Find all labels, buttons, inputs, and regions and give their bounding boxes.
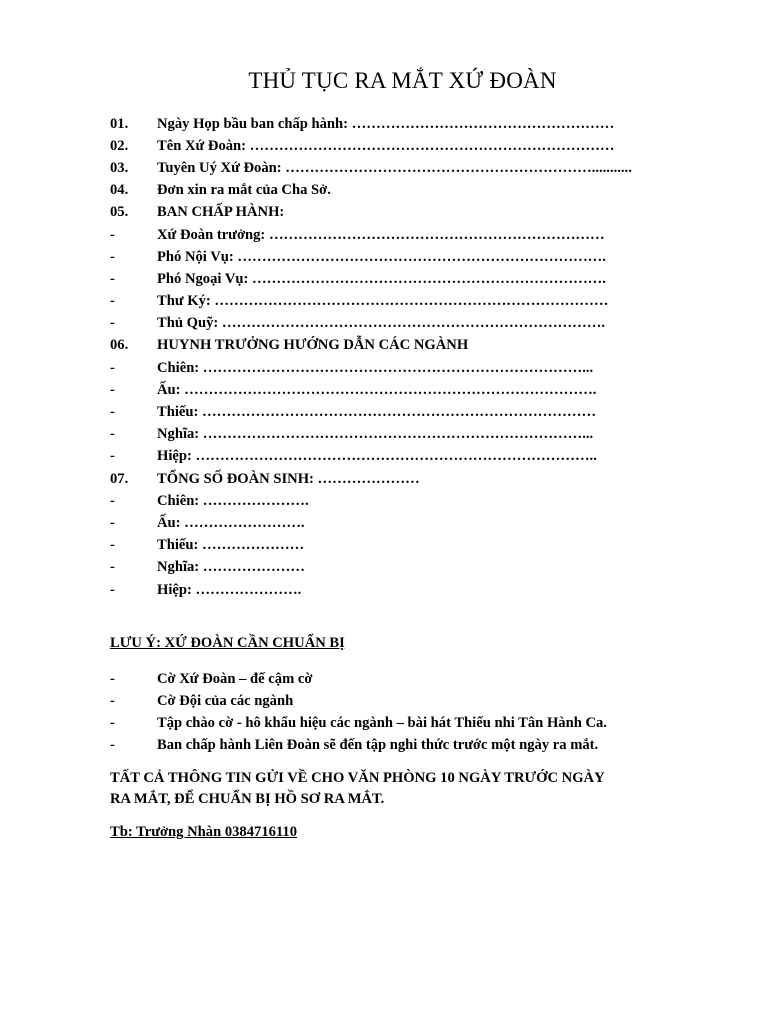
list-item-text: Tuyên Uý Xứ Đoàn: ………………………………………………………........... (157, 159, 632, 176)
list-item-number: 01. (110, 115, 129, 132)
list-item (110, 579, 710, 601)
prep-item-text: Cờ Xứ Đoàn – đế cậm cờ (157, 670, 313, 687)
list-item-text: Ngày Họp bầu ban chấp hành: ……………………………………………… (157, 115, 615, 132)
list-item-text: Phó Ngoại Vụ: ………………………………………………………………. (157, 270, 606, 287)
list-item-text: Ấu: …………………………………………………………………………. (157, 381, 597, 398)
list-item (110, 268, 710, 290)
list-item-number: - (110, 293, 115, 310)
list-item-number: 06. (110, 337, 129, 354)
list-item-number: 05. (110, 204, 129, 221)
list-item-number: 02. (110, 137, 129, 154)
prep-item-number: - (110, 737, 115, 754)
list-item-text: Ấu: ……………………. (157, 514, 305, 531)
prep-item-text: Tập chào cờ - hô khẩu hiệu các ngành – bài hát Thiếu nhi Tân Hành Ca. (157, 714, 607, 731)
prep-item-text: Cờ Đội của các ngành (157, 692, 294, 709)
prep-item-number: - (110, 714, 115, 731)
list-item (110, 535, 710, 557)
list-item (110, 512, 710, 534)
list-item (110, 113, 710, 135)
list-item (110, 246, 710, 268)
list-item-number: - (110, 404, 115, 421)
list-item-text: Tên Xứ Đoàn: ………………………………………………………………… (157, 137, 615, 154)
prep-item-number: - (110, 670, 115, 687)
preparation-list (110, 668, 710, 757)
list-item-number: - (110, 492, 115, 509)
list-item-number: 03. (110, 159, 129, 176)
contact-line: Tb: Trưởng Nhàn 0384716110 (110, 824, 298, 840)
list-item-number: - (110, 226, 115, 243)
list-item (110, 424, 710, 446)
list-item (110, 490, 710, 512)
list-item-number: - (110, 270, 115, 287)
submission-info-line: TẤT CẢ THÔNG TIN GỬI VỀ CHO VĂN PHÒNG 10 NGÀY TRƯỚC NGÀY (110, 770, 605, 786)
list-item-text: Hiệp: ……………………………………………………………………….. (157, 448, 597, 465)
list-item-text: Thiếu: ………………… (157, 537, 305, 554)
list-item-number: - (110, 426, 115, 443)
submission-info-line: RA MẮT, ĐỂ CHUẨN BỊ HỒ SƠ RA MẮT. (110, 791, 385, 807)
prep-item (110, 712, 710, 734)
list-item-text: Chiên: ……………………………………………………………………... (157, 359, 594, 376)
list-item-number: - (110, 448, 115, 465)
list-item-number: 04. (110, 182, 129, 199)
prep-item (110, 668, 710, 690)
procedure-list (110, 113, 710, 601)
list-item (110, 357, 710, 379)
prep-item (110, 690, 710, 712)
list-item-number: - (110, 537, 115, 554)
prep-item (110, 735, 710, 757)
list-item-text: Hiệp: …………………. (157, 581, 302, 598)
list-item-text: Đơn xin ra mắt của Cha Sở. (157, 182, 331, 199)
list-item-text: Thiếu: ……………………………………………………………………… (157, 404, 597, 421)
list-item (110, 313, 710, 335)
list-item-number: - (110, 248, 115, 265)
list-item (110, 557, 710, 579)
list-item-text: Thư Ký: ……………………………………………………………………… (157, 293, 609, 310)
list-item-text: Nghĩa: ……………………………………………………………………... (157, 426, 594, 443)
list-item (110, 401, 710, 423)
list-item (110, 446, 710, 468)
list-item-number: 07. (110, 470, 129, 487)
list-item (110, 468, 710, 490)
prep-item-number: - (110, 692, 115, 709)
list-item-text: Phó Nội Vụ: …………………………………………………………………. (157, 248, 606, 265)
submission-info (110, 768, 710, 810)
list-item-number: - (110, 581, 115, 598)
list-item-text: HUYNH TRƯỞNG HƯỚNG DẪN CÁC NGÀNH (157, 337, 469, 354)
list-item-number: - (110, 315, 115, 332)
list-item-text: Chiên: …………………. (157, 492, 309, 509)
list-item-number: - (110, 381, 115, 398)
list-item (110, 379, 710, 401)
list-item (110, 335, 710, 357)
prep-item-text: Ban chấp hành Liên Đoàn sẽ đến tập nghi thức trước một ngày ra mắt. (157, 737, 599, 754)
list-item (110, 135, 710, 157)
list-item-number: - (110, 559, 115, 576)
list-item (110, 291, 710, 313)
list-item-text: Thủ Quỹ: ……………………………………………………………………. (157, 315, 605, 332)
document-title: THỦ TỤC RA MẮT XỨ ĐOÀN (248, 68, 557, 93)
list-item-text: Xứ Đoàn trưởng: …………………………………………………………… (157, 226, 605, 243)
list-item-number: - (110, 514, 115, 531)
list-item (110, 180, 710, 202)
list-item-text: BAN CHẤP HÀNH: (157, 204, 285, 221)
list-item (110, 202, 710, 224)
list-item (110, 224, 710, 246)
note-heading: LƯU Ý: XỨ ĐOÀN CẦN CHUẨN BỊ (110, 635, 345, 651)
list-item (110, 157, 710, 179)
list-item-text: Nghĩa: ………………… (157, 559, 305, 576)
list-item-text: TỔNG SỐ ĐOÀN SINH: ………………… (157, 470, 420, 487)
list-item-number: - (110, 359, 115, 376)
